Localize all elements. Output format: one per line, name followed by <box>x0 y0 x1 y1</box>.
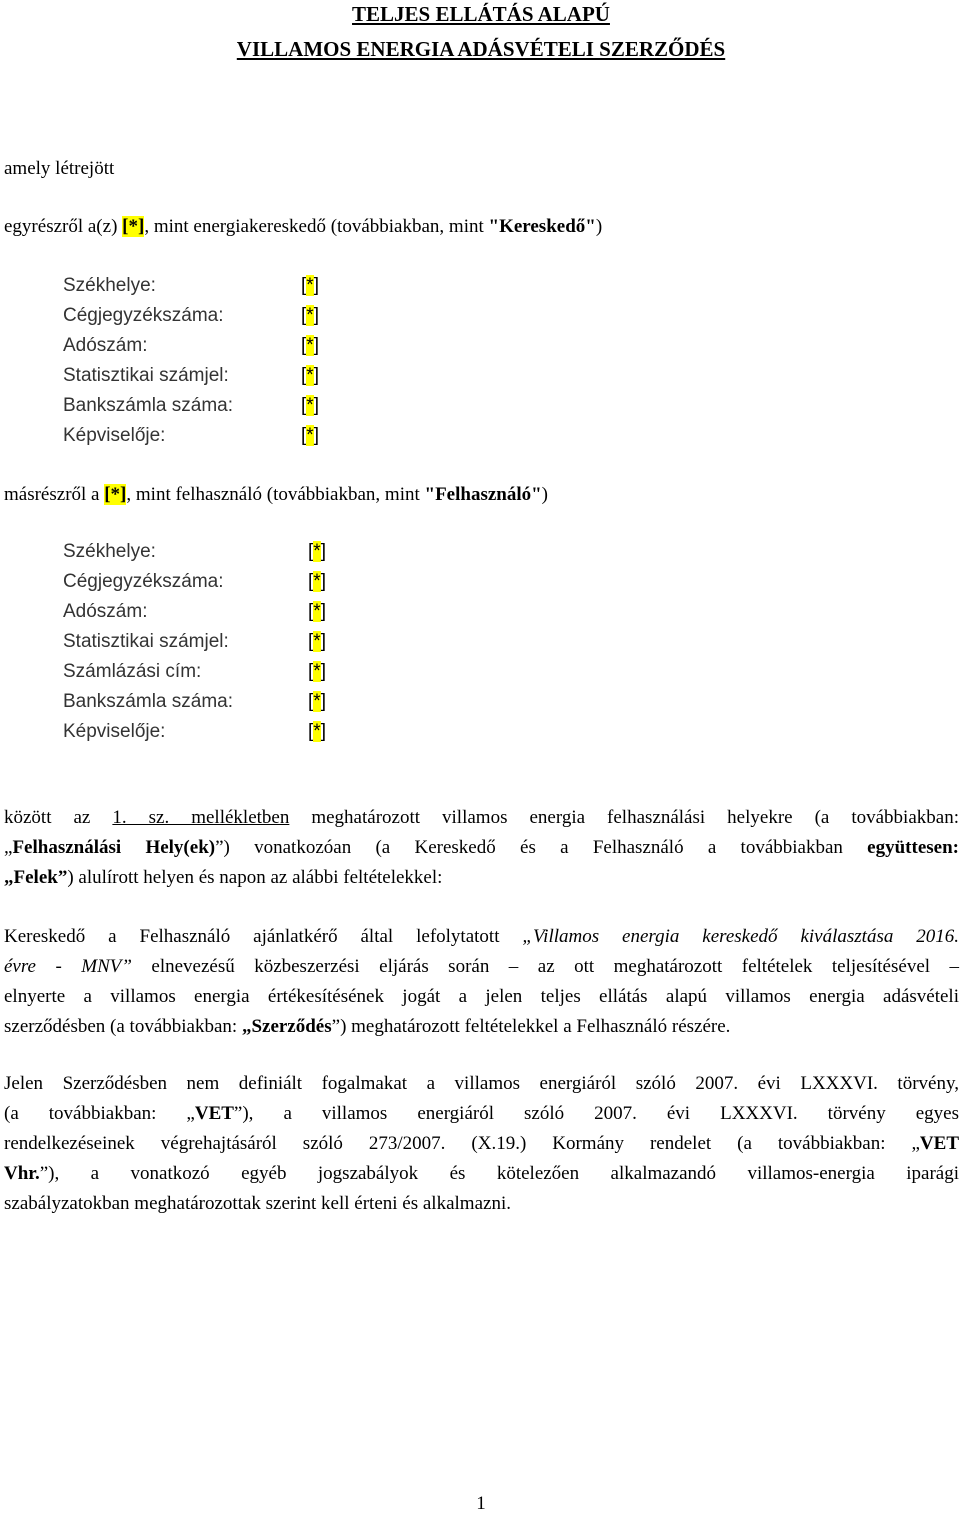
party1-field-row <box>63 271 319 301</box>
term-vet-vhr-part-2: Vhr. <box>4 1163 40 1184</box>
field-label: Cégjegyzékszáma: <box>63 571 224 592</box>
vet-line-3: rendelkezéseinek végrehajtásáról szóló 273/2007. (X.19.) Kormány rendelet (a továbbiakban: „VET <box>4 1133 959 1154</box>
field-label: Adószám: <box>63 601 148 622</box>
party2-close: ) <box>541 484 548 505</box>
party2-pre: másrészről a <box>4 484 105 505</box>
term-szerzodes: „Szerződés <box>241 1016 332 1037</box>
field-label: Képviselője: <box>63 721 166 742</box>
field-label: Cégjegyzékszáma: <box>63 305 224 326</box>
party1-role: "Kereskedő" <box>488 216 596 237</box>
party1-field-row <box>63 301 319 331</box>
term-felek: „Felek” <box>4 867 68 888</box>
field-value: [*] <box>308 601 326 622</box>
term-egyuttesen: együttesen: <box>867 837 959 858</box>
field-label: Statisztikai számjel: <box>63 365 229 386</box>
term-felhasznalasi-hely: Felhasználási Hely(ek) <box>12 837 216 858</box>
definitions-paragraph <box>4 1069 959 1219</box>
field-value: [*] <box>301 395 319 416</box>
annex-link[interactable]: 1. sz. mellékletben <box>112 807 290 828</box>
vet-line-5: szabályzatokban meghatározottak szerint kell érteni és alkalmazni. <box>4 1193 511 1214</box>
tender-name-part-1: „Villamos energia kereskedő kiválasztása 2016. <box>522 926 960 947</box>
party2-field-row <box>63 657 326 687</box>
party1-field-row <box>63 331 319 361</box>
field-value: [*] <box>308 691 326 712</box>
tender-paragraph <box>4 922 959 1042</box>
field-label: Bankszámla száma: <box>63 691 234 712</box>
field-value: [*] <box>301 365 319 386</box>
party2-paragraph <box>4 480 959 510</box>
field-value: [*] <box>301 275 319 296</box>
field-value: [*] <box>308 721 326 742</box>
tender-line-3: elnyerte a villamos energia értékesítésének jogát a jelen teljes ellátás alapú villamos energia adásvételi <box>4 986 959 1007</box>
party1-pre: egyrészről a(z) <box>4 216 123 237</box>
party2-field-row <box>63 627 326 657</box>
tender-line-4: szerződésben (a továbbiakban: „Szerződés”) meghatározott feltételekkel a Felhasználó részére. <box>4 1016 731 1037</box>
party2-field-row <box>63 687 326 717</box>
party1-close: ) <box>595 216 603 237</box>
field-label: Képviselője: <box>63 425 166 446</box>
places-of-use-paragraph <box>4 803 959 893</box>
field-value: [*] <box>308 661 326 682</box>
tender-line-1: Kereskedő a Felhasználó ajánlatkérő által lefolytatott „Villamos energia kereskedő kiválasztása 2016. <box>4 926 960 947</box>
field-label: Bankszámla száma: <box>63 395 234 416</box>
party2-placeholder: [*] <box>104 484 127 505</box>
party2-field-row <box>63 537 326 567</box>
party2-field-row <box>63 567 326 597</box>
party1-post: , mint energiakereskedő (továbbiakban, mint <box>144 216 489 237</box>
party2-field-row <box>63 717 326 747</box>
places-line-3: „Felek”) alulírott helyen és napon az alábbi feltételekkel: <box>4 867 443 888</box>
term-vet-vhr-part-1: VET <box>919 1133 959 1154</box>
field-value: [*] <box>301 335 319 356</box>
field-value: [*] <box>301 305 319 326</box>
vet-line-4: Vhr.”), a vonatkozó egyéb jogszabályok és kötelezően alkalmazandó villamos-energia iparági <box>4 1163 959 1184</box>
intro-text: amely létrejött <box>4 158 115 179</box>
party1-field-row <box>63 421 319 451</box>
field-label: Székhelye: <box>63 541 156 562</box>
field-value: [*] <box>301 425 319 446</box>
field-value: [*] <box>308 571 326 592</box>
tender-name-part-2: évre - MNV” <box>4 956 132 977</box>
tender-line-2: évre - MNV” elnevezésű közbeszerzési eljárás során – az ott meghatározott feltételek teljesítésével – <box>4 956 959 977</box>
party1-field-row <box>63 361 319 391</box>
field-label: Számlázási cím: <box>63 661 202 682</box>
document-title-line-1: TELJES ELLÁTÁS ALAPÚ <box>352 2 610 26</box>
places-line-1: között az 1. sz. mellékletben meghatározott villamos energia felhasználási helyekre (a továbbiakban: <box>4 807 959 828</box>
vet-line-2: (a továbbiakban: „VET”), a villamos energiáról szóló 2007. évi LXXXVI. törvény egyes <box>4 1103 959 1124</box>
field-label: Adószám: <box>63 335 148 356</box>
party2-field-row <box>63 597 326 627</box>
document-title-line-2: VILLAMOS ENERGIA ADÁSVÉTELI SZERZŐDÉS <box>236 37 726 61</box>
field-value: [*] <box>308 631 326 652</box>
field-label: Székhelye: <box>63 275 156 296</box>
field-label: Statisztikai számjel: <box>63 631 229 652</box>
field-value: [*] <box>308 541 326 562</box>
party2-post: , mint felhasználó (továbbiakban, mint <box>126 484 425 505</box>
party2-role: "Felhasználó" <box>424 484 542 505</box>
term-vet: VET <box>194 1103 234 1124</box>
party1-placeholder: [*] <box>122 216 145 237</box>
party1-field-row <box>63 391 319 421</box>
vet-line-1: Jelen Szerződésben nem definiált fogalmakat a villamos energiáról szóló 2007. évi LXXXVI. törvény, <box>4 1073 959 1094</box>
page-number: 1 <box>476 1493 486 1514</box>
party1-paragraph <box>4 212 959 242</box>
places-line-2: „Felhasználási Hely(ek)”) vonatkozóan (a Kereskedő és a Felhasználó a továbbiakban együttesen: <box>4 837 959 858</box>
